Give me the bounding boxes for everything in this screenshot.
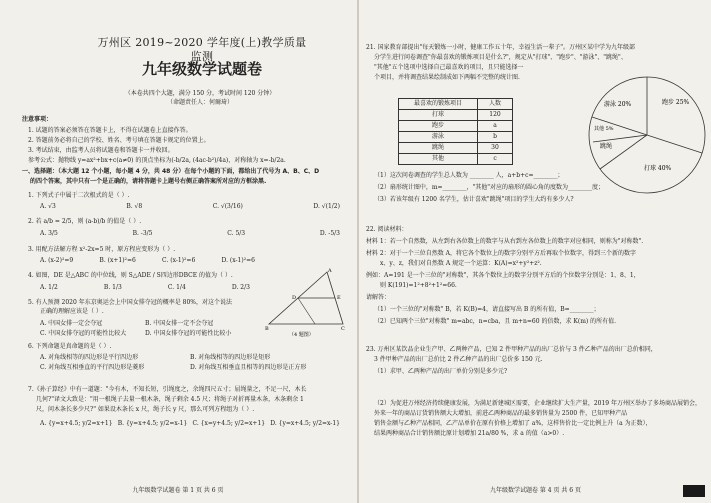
figure-caption: （4 题图） (289, 332, 314, 338)
notice-item: 1. 试题的答案必须答在答题卡上，不得在试题卷上直接作答。 (28, 127, 192, 134)
question-1: 1. 下列式子中属于二次根式的是（ ）. (28, 192, 130, 199)
table-row (399, 154, 513, 165)
question-3-options (40, 257, 255, 265)
option-a: A. 对角线相等的四边形是平行四边形 (40, 354, 139, 361)
exam-page-4 (360, 0, 711, 503)
question-3: 3. 用配方法解方程 x²-2x=5 时，原方程应变形为（ ）. (28, 246, 176, 253)
table-header-row (399, 99, 513, 110)
table-cell: 跑步 (399, 121, 478, 132)
question-23-sub-2d: 结果两种商品合计销售额比原计划增加 21a/80 %，求 a 的值（a>0）. (374, 430, 565, 437)
question-23-cont: 3 件甲种产品的出厂总价比 2 件乙种产品的出厂总价多 150 元. (374, 356, 543, 363)
label-c: C (341, 326, 345, 332)
section-1-heading: 一、选择题：（本大题 12 个小题，每小题 4 分，共 48 分）在每个小题的下面，都给出了代号为 A、B、C、D (22, 168, 320, 175)
option-a: A. (x-2)²=9 (40, 257, 74, 264)
question-21-cont2: "其他"五个选项中选择自己最喜欢的项目，且只能选择一 (374, 64, 524, 71)
question-23-sub-2: （2）为促进万州经济持续健康发展，为满足新建城区需要，企业继续扩大生产量，2019 年万州区举办了多场商品展销会， (374, 400, 701, 407)
table-cell: 30 (478, 143, 513, 154)
option-a: A. 3/5 (40, 230, 58, 237)
table-cell: c (478, 154, 513, 165)
pie-divider (647, 135, 702, 153)
question-23-sub-2b: 外来一年的商品订货销售额大大增加，前进乙两种商品的最多销售量为 2500 件，已知甲种产品 (374, 410, 628, 417)
question-7-options (40, 420, 340, 428)
table-cell: 跳绳 (399, 143, 478, 154)
option-c: C. (x-1)²=6 (162, 257, 196, 264)
table-cell: 其他 (399, 154, 478, 165)
question-22-material-1: 材料 1：若一个自然数，从左到右各位数上的数字与从右到左各位数上的数字对应相同，则称为"对称数". (366, 238, 644, 245)
table-row (399, 121, 513, 132)
option-c: C. 1/4 (167, 284, 186, 291)
option-a: A. 1/2 (40, 284, 58, 291)
option-d: D. (x-1)²=6 (221, 257, 255, 264)
question-4-options (40, 284, 250, 292)
question-22-example: 例如：A=191 是一个三位的"对称数"，其各个数位上的数字分别平方后的个位数字分别是：1、8、1， (366, 272, 640, 279)
question-7: 7.《孙子算经》中有一道题："今有木，不知长短，引绳度之，余绳四尺五寸；屈绳量之，不足一尺，木长 (28, 386, 307, 393)
question-2-options (40, 230, 340, 238)
question-23-sub-1: （1）求甲、乙两种产品的出厂单价分别是多少元? (374, 368, 508, 375)
option-b: B. (x+1)²=6 (99, 257, 136, 264)
option-c: C. 5/3 (227, 230, 246, 237)
option-d: D. 中国女排夺冠的可能性比较小 (145, 330, 232, 337)
option-b: B. -3/5 (132, 230, 153, 237)
exam-note-author: （命题责任人：何爾琦） (166, 99, 233, 106)
notice-item: 3. 考试结束，由监考人员将试题卷和答题卡一并收回。 (28, 147, 174, 154)
question-21-sub-3: （3）若该年级有 1200 名学生，估计喜欢"跳绳"项目的学生大约有多少人? (374, 196, 574, 203)
question-5-options (40, 320, 255, 338)
page-footer: 九年级数学试题卷 第 4 页 共 6 页 (489, 487, 582, 494)
option-d: D. 对角线互相垂直且相等的四边形是正方形 (190, 364, 307, 371)
question-23: 23. 万州区某饮品企业生产甲、乙两种产品，已知 2 件甲种产品的出厂总价与 3 件乙种产品的出厂总价相同， (366, 346, 657, 353)
option-c: C. √(3/16) (212, 203, 243, 210)
option-b: B. 1/3 (103, 284, 122, 291)
exam-note-score: （本卷共四个大题，满分 150 分，考试时间 120 分钟） (124, 90, 276, 97)
table-cell: 打球 (399, 110, 478, 121)
figure-segment (298, 298, 315, 324)
question-21: 21. 国家教育部提出"每天锻炼一小时，健康工作五十年，幸福生活一辈子"。万州区某中学为九年级部 (366, 44, 635, 51)
label-b: B (265, 326, 269, 332)
question-22-sub-2: （2）已知两个三位"对称数" m=abc，n=cba，且 m+n=60 的倍数，求 K(m) 的所有值. (374, 318, 617, 325)
question-4: 4. 如图，DE 是△ABC 的中位线，则 S△ADE / S四边形DBCE 的值为（ ）. (28, 272, 233, 279)
question-6: 6. 下列命题是真命题的是（ ）. (28, 343, 112, 350)
reference-formula: 参考公式：抛物线 y=ax²+bx+c(a≠0) 的顶点坐标为(-b/2a, (4ac-b²)/4a)，对称轴为 x=-b/2a. (28, 157, 286, 164)
question-22-sub-1: （1）一个三位的"对称数" B，若 K(B)=4，请直接写出 B 的所有值，B=________； (374, 306, 600, 313)
option-c: C. 对角线互相垂直的平行四边形是菱形 (40, 364, 145, 371)
option-c: C. 中国女排夺冠的可能性比较大 (40, 330, 127, 337)
question-7-cont2: 尺，问木条长多少尺?" 如果设木条长 x 尺，绳子长 y 尺，那么可列方程组为（ ）. (36, 406, 255, 413)
option-a: A. 中国女排一定会夺冠 (40, 320, 103, 327)
table-cell: b (478, 132, 513, 143)
option-d: D. {y=x+4.5; y/2=x-1} (270, 420, 340, 427)
option-b: B. 中国女排一定不会夺冠 (145, 320, 214, 327)
pie-chart (582, 70, 711, 200)
page-footer: 九年级数学试题卷 第 1 页 共 6 页 (132, 487, 224, 494)
question-22-material-2b: x、y、z，我们对自然数 A 规定一个运算：K(A)=x²+y²+z². (380, 260, 542, 267)
table-cell: 120 (478, 110, 513, 121)
option-b: B. √8 (126, 203, 143, 210)
question-21-sub-1: （1）这次问卷调查的学生总人数为 ________ 人，a+b+c=________； (374, 172, 564, 179)
question-6-options (40, 354, 340, 372)
question-22: 22. 阅读材料： (366, 226, 408, 233)
question-21-sub-2: （2）扇形统计图中，m=________，"其他"对应的扇形的圆心角的度数为________度； (374, 184, 605, 191)
option-a: A. {y=x+4.5; y/2=x+1} (40, 420, 113, 427)
table-cell: a (478, 121, 513, 132)
pie-label-ball: 打球 40% (644, 165, 672, 172)
option-d: D. 2/3 (231, 284, 250, 291)
table-row (399, 110, 513, 121)
label-d: D (292, 295, 297, 301)
option-c: C. {x=y+4.5; y/2=x+1} (192, 420, 266, 427)
exercise-table (398, 98, 513, 165)
page-divider (357, 0, 359, 503)
question-22-answer-label: 请解答： (366, 294, 391, 301)
question-23-sub-2c: 销售金额与乙种产品相同，乙产品单价在原有价格上增加了 a%，这样售价比一定比例上升（a 为正数）， (374, 420, 652, 427)
label-a: A (328, 268, 332, 274)
question-2: 2. 若 a/b = 2/5，则 (a-b)/b 的值是（ ）. (28, 218, 142, 225)
scan-watermark (683, 485, 705, 497)
exam-header-district: 万州区 2019~2020 学年度(上)教学质量监测 (97, 36, 307, 63)
option-d: D. -5/3 (319, 230, 340, 237)
question-22-example-2: 则 K(191)=1²+8²+1²=66. (380, 282, 457, 289)
section-1-heading-cont: 的四个答案，其中只有一个是正确的，请将答题卡上题号右侧正确答案所对应的方框涂黑. (30, 178, 267, 185)
notice-item: 2. 答题前务必将自己的学校、姓名、考号填在答题卡规定的位置上。 (28, 137, 210, 144)
question-5-cont: 正确的理解应该是（ ）. (40, 308, 104, 315)
question-22-material-2: 材料 2：对于一个三位自然数 A，将它各个数位上的数字分别平方后再取个位数字，得到三个新的数字 (366, 250, 636, 257)
table-row (399, 143, 513, 154)
question-21-cont3: 个项目，并将调查结果绘制成如下两幅不完整的统计图. (374, 74, 520, 81)
table-header-cell: 最喜欢的锻炼项目 (399, 99, 478, 110)
question-1-options (40, 203, 340, 211)
table-row (399, 132, 513, 143)
option-b: B. 对角线相等的四边形是矩形 (190, 354, 271, 361)
table-header-cell: 人数 (478, 99, 513, 110)
pie-label-rope: 跳绳 (600, 143, 613, 150)
option-d: D. √(1/2) (313, 203, 340, 210)
option-a: A. √3 (40, 203, 56, 210)
pie-label-swim: 游泳 20% (604, 101, 632, 108)
triangle-figure (265, 268, 347, 338)
question-21-cont: 分学生进行问卷调查"你最喜欢的锻炼项目是什么?"，规定从"打球"、"跑步"、"游泳"、"跳绳"、 (374, 54, 627, 61)
table-cell: 游泳 (399, 132, 478, 143)
notice-title: 注意事项： (22, 116, 53, 123)
pie-label-run: 跑步 25% (662, 99, 690, 106)
label-e: E (337, 295, 341, 301)
question-7-cont: 几何?"译文大致是："用一根绳子去量一根木条，绳子剩余 4.5 尺；将绳子对折再量木条，木条剩余 1 (36, 396, 304, 403)
pie-label-other: 其他 5% (594, 126, 614, 132)
exam-title: 九年级数学试题卷 (141, 60, 262, 78)
option-b: B. {y=x+4.5; y/2=x-1} (117, 420, 188, 427)
question-5: 5. 有人预测 2020 年东京奥运会上中国女排夺冠的概率是 80%，对这个说法 (28, 299, 232, 306)
